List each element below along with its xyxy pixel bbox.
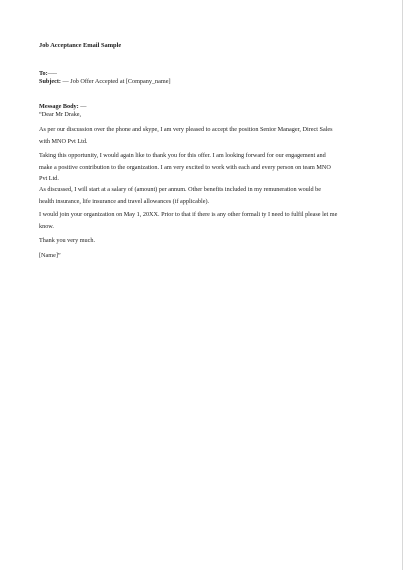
signature-name (39, 250, 369, 262)
paragraph-joining (39, 209, 369, 232)
to-label: To: (39, 70, 48, 77)
message-body-value: — (80, 103, 87, 110)
to-value: —– (47, 70, 57, 77)
document-title: Job Acceptance Email Sample (39, 42, 122, 49)
paragraph-acceptance (39, 124, 369, 147)
subject-line (39, 78, 171, 86)
paragraph-line: Taking this opportunity, I would again like to thank you for this offer. I am looking forward for our engagement and (39, 152, 326, 159)
paragraph-salary (39, 184, 369, 207)
paragraph-line: health insurance, life insurance and travel allowances (if applicable). (39, 197, 210, 205)
message-body-label: Message Body: (39, 103, 79, 110)
paragraph-thanks (39, 150, 369, 185)
paragraph-line: Thank you very much. (39, 237, 96, 244)
paragraph-line: As per our discussion over the phone and skype, I am very pleased to accept the position Senior Manager, Direct Sales (39, 126, 333, 133)
paragraph-line: As discussed, I will start at a salary of (amount) per annum. Other benefits included in my remuneration would be (39, 186, 321, 193)
to-line (39, 70, 57, 78)
paragraph-line: [Name]” (39, 252, 61, 259)
paragraph-closing (39, 235, 369, 247)
paragraph-line: with MNO Pvt Ltd. (39, 137, 88, 145)
salutation: “Dear Mr Drake, (39, 111, 82, 118)
paragraph-line: I would join your organization on May 1, 20XX. Prior to that if there is any other formali ty I need to fulfil please let me (39, 211, 338, 218)
subject-value: — Job Offer Accepted at [Company_name] (62, 78, 171, 85)
message-body-line (39, 103, 86, 111)
paragraph-line: make a positive contribution to the organization. I am very excited to work with each and every person on team MNO (39, 163, 331, 171)
subject-label: Subject: (39, 78, 61, 85)
paragraph-line: know. (39, 222, 54, 230)
paragraph-line: Pvt Ltd. (39, 175, 59, 182)
